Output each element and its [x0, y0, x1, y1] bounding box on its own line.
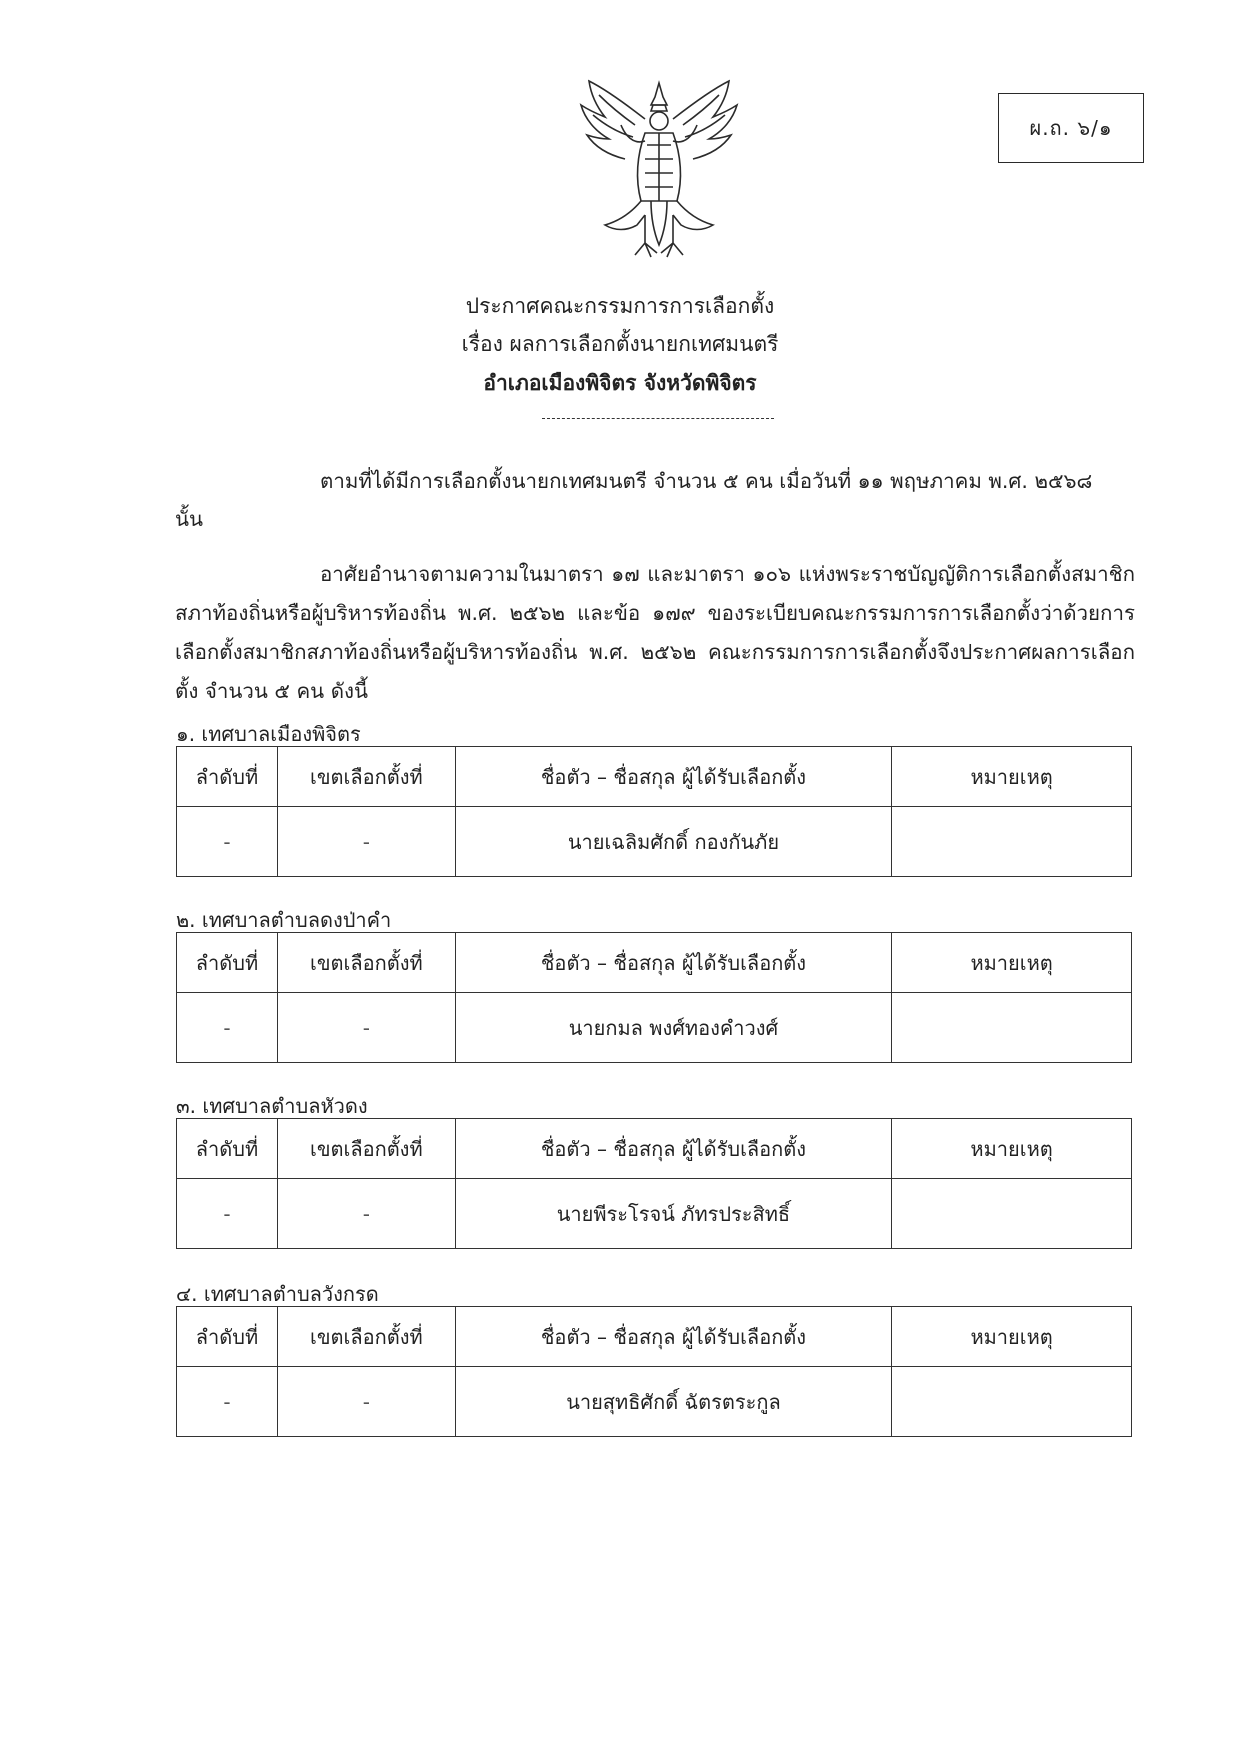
cell-name: นายพีระโรจน์ ภัทรประสิทธิ์ — [455, 1179, 891, 1249]
header-name: ชื่อตัว – ชื่อสกุล ผู้ได้รับเลือกตั้ง — [455, 747, 891, 807]
results-table — [176, 1306, 1132, 1437]
cell-remark — [892, 807, 1132, 877]
section-title: ๑. เทศบาลเมืองพิจิตร — [176, 722, 361, 746]
form-code-box: ผ.ถ. ๖/๑ — [998, 93, 1144, 163]
table-row — [177, 1367, 1132, 1437]
cell-order: - — [177, 1179, 278, 1249]
header-district: เขตเลือกตั้งที่ — [277, 933, 455, 993]
cell-name: นายเฉลิมศักดิ์ กองกันภัย — [455, 807, 891, 877]
header-remark: หมายเหตุ — [892, 933, 1132, 993]
paragraph-2: อาศัยอำนาจตามความในมาตรา ๑๗ และมาตรา ๑๐๖ แห่งพระราชบัญญัติการเลือกตั้งสมาชิกสภาท้องถิ่นหรือผู้บริหารท้องถิ่น พ.ศ. ๒๕๖๒ และข้อ ๑๗๙ ของระเบียบคณะกรรมการการเลือกตั้งว่าด้วยการเลือกตั้งสมาชิกสภาท้องถิ่นหรือผู้บริหารท้องถิ่น พ.ศ. ๒๕๖๒ คณะกรรมการการเลือกตั้งจึงประกาศผลการเลือกตั้ง จำนวน ๕ คน ดังนี้ — [175, 562, 1135, 703]
table-header-row — [177, 1119, 1132, 1179]
section-title: ๔. เทศบาลตำบลวังกรด — [176, 1282, 379, 1306]
cell-district: - — [277, 807, 455, 877]
header-district: เขตเลือกตั้งที่ — [277, 1119, 455, 1179]
results-table — [176, 932, 1132, 1063]
cell-order: - — [177, 1367, 278, 1437]
results-table — [176, 1118, 1132, 1249]
header-remark: หมายเหตุ — [892, 747, 1132, 807]
cell-order: - — [177, 993, 278, 1063]
paragraph-1-line-1: ตามที่ได้มีการเลือกตั้งนายกเทศมนตรี จำนวน ๕ คน เมื่อวันที่ ๑๑ พฤษภาคม พ.ศ. ๒๕๖๘ — [320, 469, 1093, 493]
cell-order: - — [177, 807, 278, 877]
garuda-emblem-icon — [575, 75, 743, 265]
header-name: ชื่อตัว – ชื่อสกุล ผู้ได้รับเลือกตั้ง — [455, 1307, 891, 1367]
header-remark: หมายเหตุ — [892, 1307, 1132, 1367]
announcement-location: อำเภอเมืองพิจิตร จังหวัดพิจิตร — [483, 371, 757, 395]
header-remark: หมายเหตุ — [892, 1119, 1132, 1179]
announcement-title: ประกาศคณะกรรมการการเลือกตั้ง — [465, 294, 775, 318]
cell-remark — [892, 1367, 1132, 1437]
table-row — [177, 807, 1132, 877]
header-order: ลำดับที่ — [177, 747, 278, 807]
section-title: ๒. เทศบาลตำบลดงป่าคำ — [176, 908, 392, 932]
cell-district: - — [277, 1179, 455, 1249]
paragraph-1-line-2: นั้น — [175, 507, 204, 531]
cell-district: - — [277, 1367, 455, 1437]
table-row — [177, 1179, 1132, 1249]
results-table — [176, 746, 1132, 877]
header-order: ลำดับที่ — [177, 1307, 278, 1367]
header-order: ลำดับที่ — [177, 933, 278, 993]
header-order: ลำดับที่ — [177, 1119, 278, 1179]
table-header-row — [177, 747, 1132, 807]
section-title: ๓. เทศบาลตำบลหัวดง — [176, 1094, 368, 1118]
header-district: เขตเลือกตั้งที่ — [277, 747, 455, 807]
cell-remark — [892, 993, 1132, 1063]
table-header-row — [177, 1307, 1132, 1367]
cell-remark — [892, 1179, 1132, 1249]
header-name: ชื่อตัว – ชื่อสกุล ผู้ได้รับเลือกตั้ง — [455, 933, 891, 993]
header-district: เขตเลือกตั้งที่ — [277, 1307, 455, 1367]
table-row — [177, 993, 1132, 1063]
cell-name: นายกมล พงศ์ทองคำวงศ์ — [455, 993, 891, 1063]
cell-district: - — [277, 993, 455, 1063]
header-name: ชื่อตัว – ชื่อสกุล ผู้ได้รับเลือกตั้ง — [455, 1119, 891, 1179]
cell-name: นายสุทธิศักดิ์ ฉัตรตระกูล — [455, 1367, 891, 1437]
announcement-subject: เรื่อง ผลการเลือกตั้งนายกเทศมนตรี — [461, 332, 779, 356]
header-divider — [542, 418, 774, 419]
table-header-row — [177, 933, 1132, 993]
